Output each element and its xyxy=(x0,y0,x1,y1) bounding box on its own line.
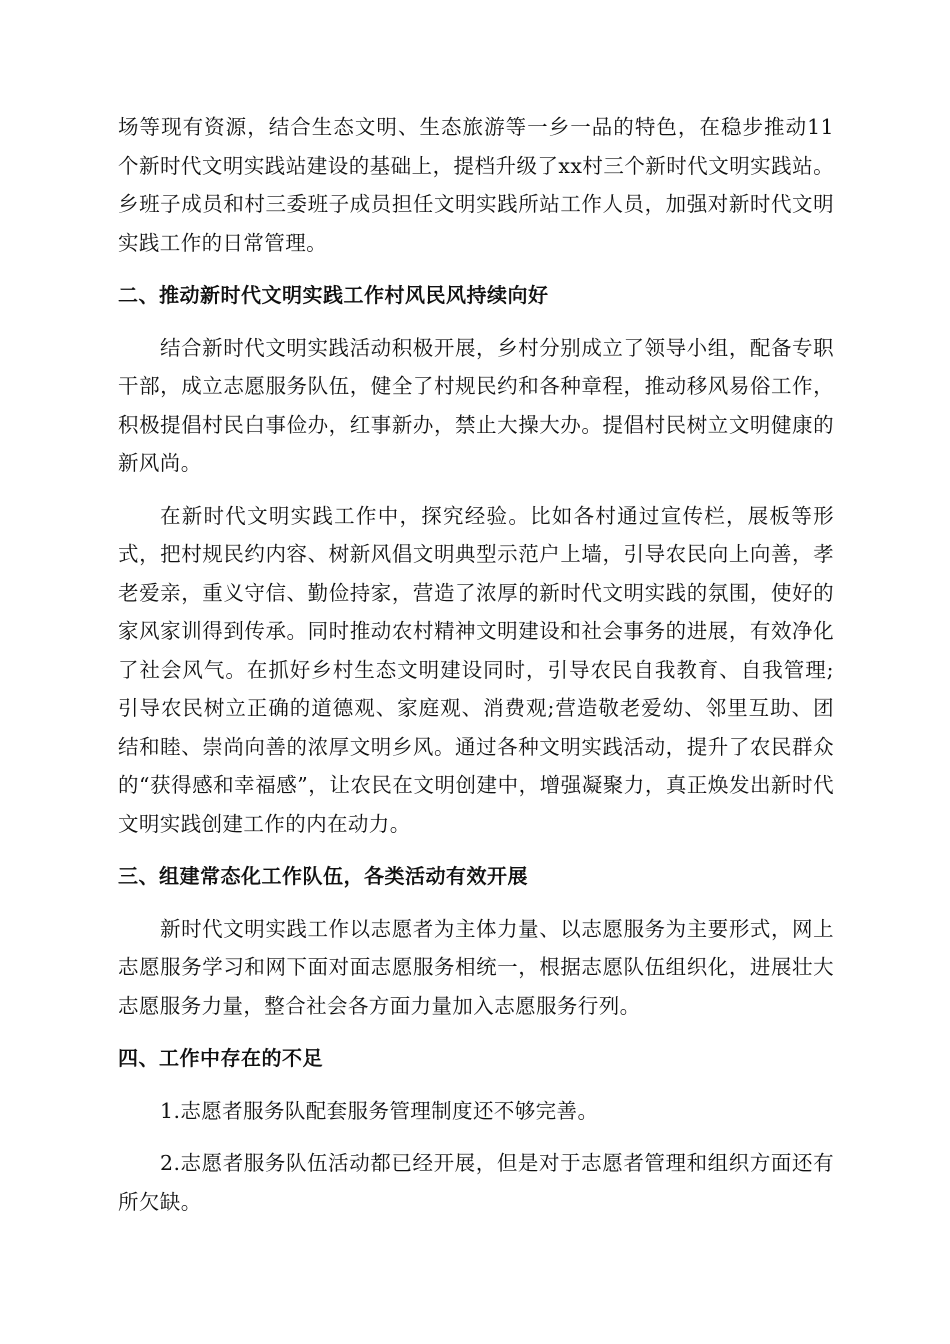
section-heading-4: 四、工作中存在的不足 xyxy=(118,1046,323,1070)
intro-paragraph: 场等现有资源，结合生态文明、生态旅游等一乡一品的特色，在稳步推动11个新时代文明实践站建设的基础上，提档升级了xx村三个新时代文明实践站。乡班子成员和村三委班子成员担任文明实践所站工作人员，加强对新时代文明实践工作的日常管理。 xyxy=(118,115,834,255)
shortcoming-item-2: 2.志愿者服务队伍活动都已经开展，但是对于志愿者管理和组织方面还有所欠缺。 xyxy=(118,1151,834,1214)
shortcoming-item-1: 1.志愿者服务队配套服务管理制度还不够完善。 xyxy=(160,1098,599,1123)
section-heading-2: 二、推动新时代文明实践工作村风民风持续向好 xyxy=(118,283,549,307)
section-2-paragraph-2: 在新时代文明实践工作中，探究经验。比如各村通过宣传栏，展板等形式，把村规民约内容、树新风倡文明典型示范户上墙，引导农民向上向善，孝老爱亲，重义守信、勤俭持家，营造了浓厚的新时代文明实践的氛围，使好的家风家训得到传承。同时推动农村精神文明建设和社会事务的进展，有效净化了社会风气。在抓好乡村生态文明建设同时，引导农民自我教育、自我管理;引导农民树立正确的道德观、家庭观、消费观;营造敬老爱幼、邻里互助、团结和睦、崇尚向善的浓厚文明乡风。通过各种文明实践活动，提升了农民群众的“获得感和幸福感”，让农民在文明创建中，增强凝聚力，真正焕发出新时代文明实践创建工作的内在动力。 xyxy=(118,503,834,836)
section-2-paragraph-1: 结合新时代文明实践活动积极开展，乡村分别成立了领导小组，配备专职干部，成立志愿服务队伍，健全了村规民约和各种章程，推动移风易俗工作，积极提倡村民白事俭办，红事新办，禁止大操大办。提倡村民树立文明健康的新风尚。 xyxy=(118,335,834,475)
section-3-paragraph-1: 新时代文明实践工作以志愿者为主体力量、以志愿服务为主要形式，网上志愿服务学习和网下面对面志愿服务相统一，根据志愿队伍组织化，进展壮大志愿服务力量，整合社会各方面力量加入志愿服务行列。 xyxy=(118,916,834,1018)
document-body xyxy=(118,108,834,1235)
section-heading-3: 三、组建常态化工作队伍，各类活动有效开展 xyxy=(118,864,528,888)
